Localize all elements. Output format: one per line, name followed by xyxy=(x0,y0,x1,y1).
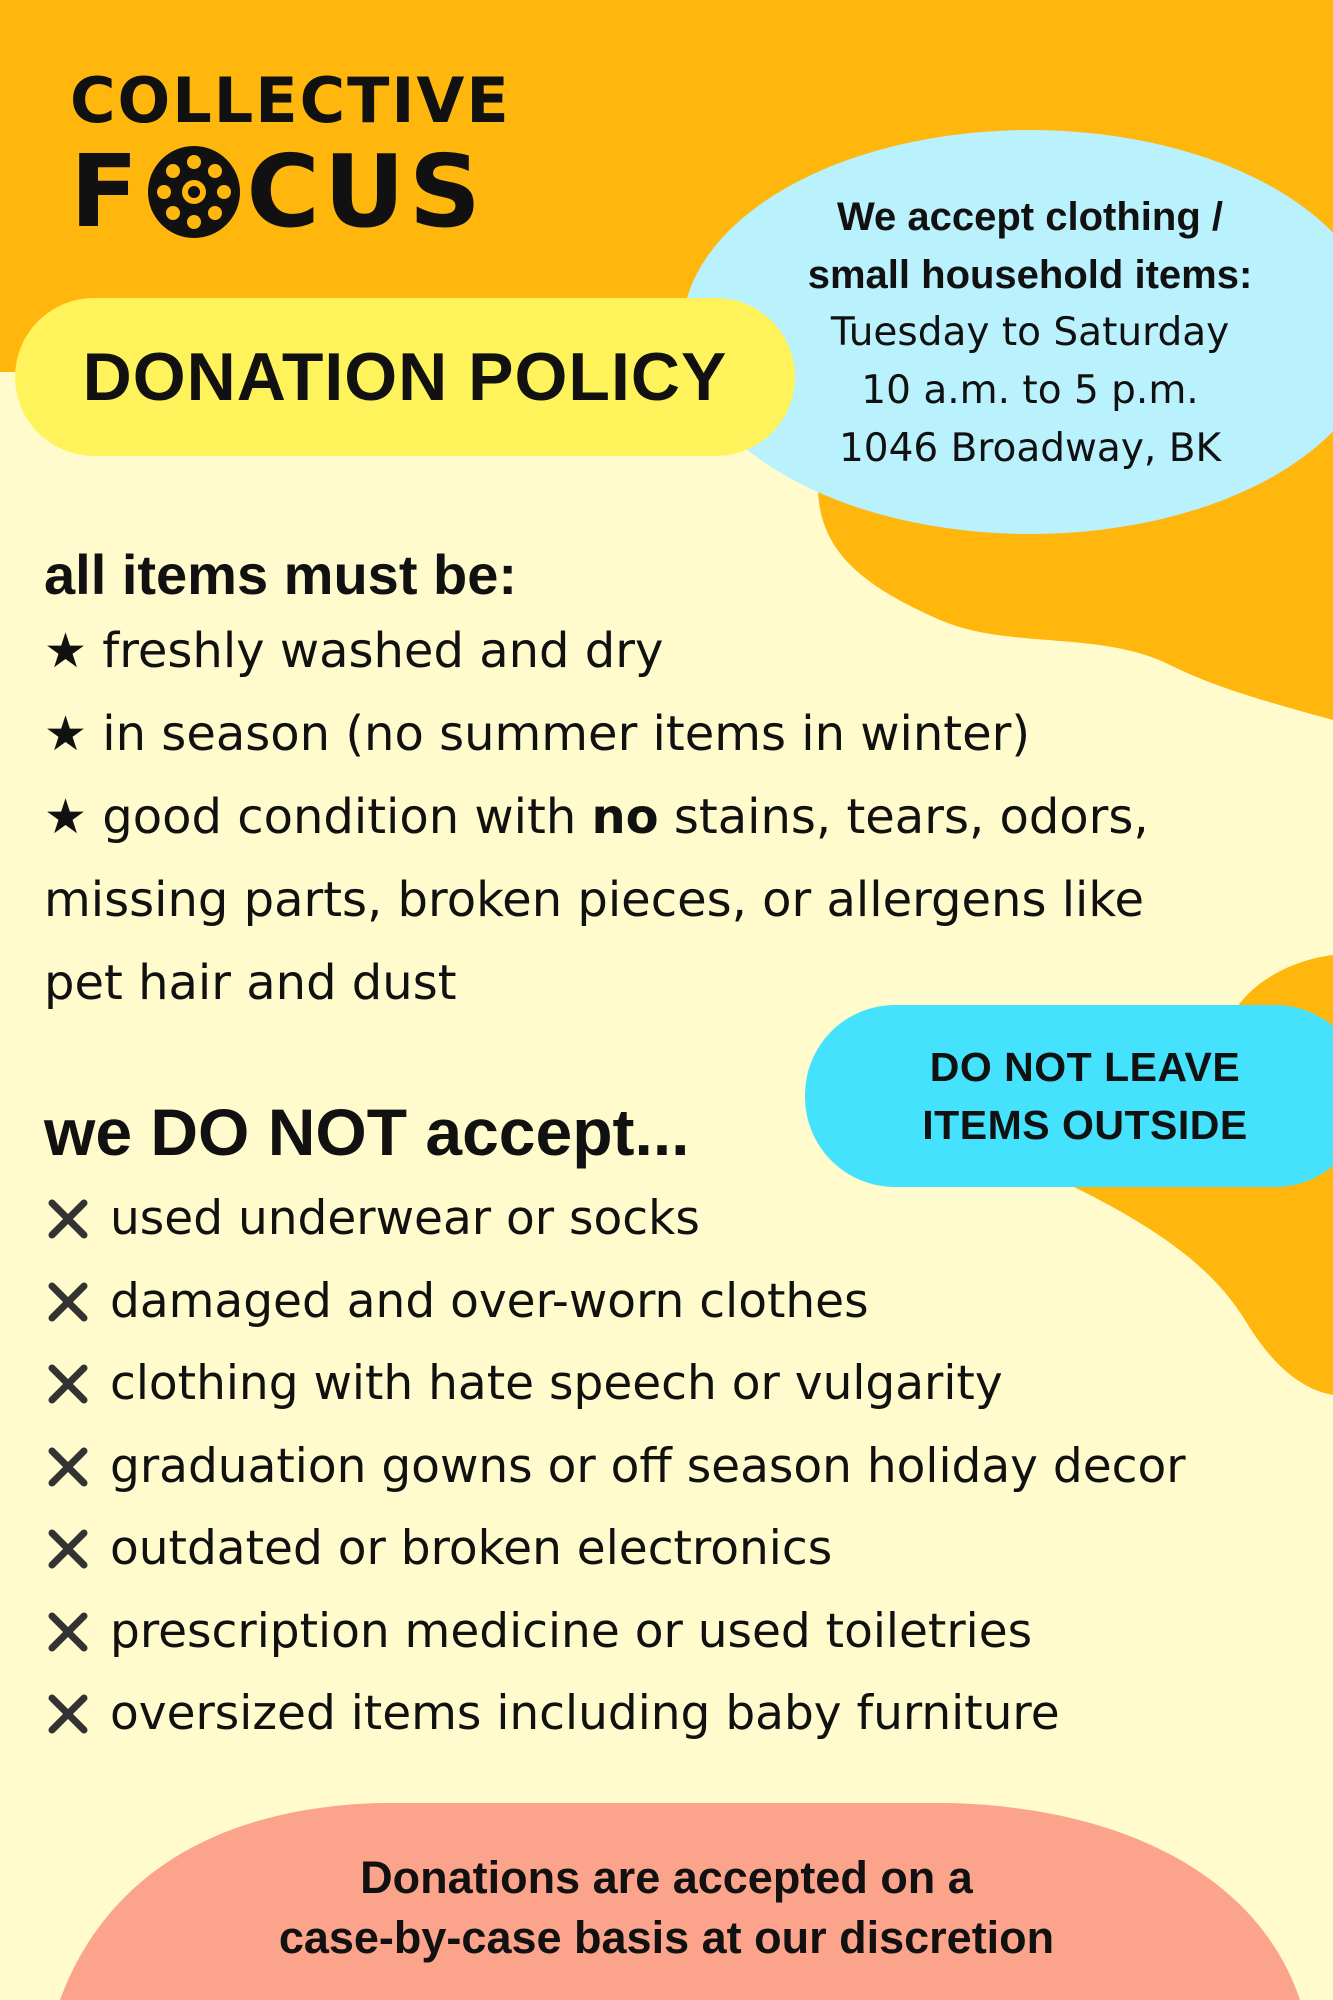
requirements-list xyxy=(44,610,1284,1025)
hours-days: Tuesday to Saturday xyxy=(830,309,1230,355)
x-mark-icon xyxy=(44,1525,92,1573)
footer-note xyxy=(0,1848,1333,1968)
requirements-heading: all items must be: xyxy=(44,543,518,606)
list-item-label: used underwear or socks xyxy=(110,1191,700,1246)
list-item xyxy=(44,1591,1324,1674)
list-item xyxy=(44,1508,1324,1591)
logo-letter-f: F xyxy=(70,133,143,250)
x-mark-icon xyxy=(44,1195,92,1243)
hours-info xyxy=(690,130,1333,535)
list-item-continued: missing parts, broken pieces, or allergens like xyxy=(44,872,1144,928)
condition-emphasis: no xyxy=(591,789,659,845)
x-mark-icon xyxy=(44,1278,92,1326)
hours-heading-line2: small household items: xyxy=(807,252,1253,297)
list-item xyxy=(44,1261,1324,1344)
list-item: ★ in season (no summer items in winter) xyxy=(44,706,1031,762)
list-item-label: outdated or broken electronics xyxy=(110,1521,833,1576)
requirements-section xyxy=(44,540,1284,1025)
notice-line1: DO NOT LEAVE xyxy=(929,1044,1241,1090)
hours-address: 1046 Broadway, BK xyxy=(838,425,1222,471)
hours-time: 10 a.m. to 5 p.m. xyxy=(861,367,1199,413)
x-mark-icon xyxy=(44,1443,92,1491)
flower-o-icon xyxy=(144,142,244,242)
x-mark-icon xyxy=(44,1690,92,1738)
list-item-label: oversized items including baby furniture xyxy=(110,1686,1060,1741)
not-accepted-heading: we DO NOT accept... xyxy=(44,1095,690,1169)
list-item-continued: pet hair and dust xyxy=(44,955,457,1011)
footer-line2: case-by-case basis at our discretion xyxy=(278,1912,1055,1963)
logo-line-focus xyxy=(70,133,510,250)
list-item xyxy=(44,1426,1324,1509)
notice-line2: ITEMS OUTSIDE xyxy=(922,1102,1248,1148)
not-accepted-section xyxy=(44,1092,1324,1756)
condition-suffix: stains, tears, odors, xyxy=(658,789,1149,845)
list-item-label: prescription medicine or used toiletries xyxy=(110,1603,1033,1659)
logo-line-collective: COLLECTIVE xyxy=(70,64,511,137)
list-item xyxy=(44,1178,1324,1261)
list-item xyxy=(44,1673,1324,1756)
page-title: DONATION POLICY xyxy=(15,298,795,456)
list-item-label: damaged and over-worn clothes xyxy=(110,1273,869,1329)
list-item-label: clothing with hate speech or vulgarity xyxy=(110,1356,1003,1411)
logo-letters-cus: CUS xyxy=(246,133,485,250)
brand-logo xyxy=(70,64,511,250)
list-item: ★ freshly washed and dry xyxy=(44,623,664,679)
condition-prefix: ★ good condition with xyxy=(44,789,592,845)
x-mark-icon xyxy=(44,1360,92,1408)
hours-heading-line1: We accept clothing / xyxy=(837,194,1223,239)
not-accepted-list xyxy=(44,1178,1324,1756)
list-item-label: graduation gowns or off season holiday decor xyxy=(110,1438,1186,1494)
list-item xyxy=(44,776,1284,859)
list-item xyxy=(44,1343,1324,1426)
footer-line1: Donations are accepted on a xyxy=(360,1852,973,1903)
x-mark-icon xyxy=(44,1608,92,1656)
